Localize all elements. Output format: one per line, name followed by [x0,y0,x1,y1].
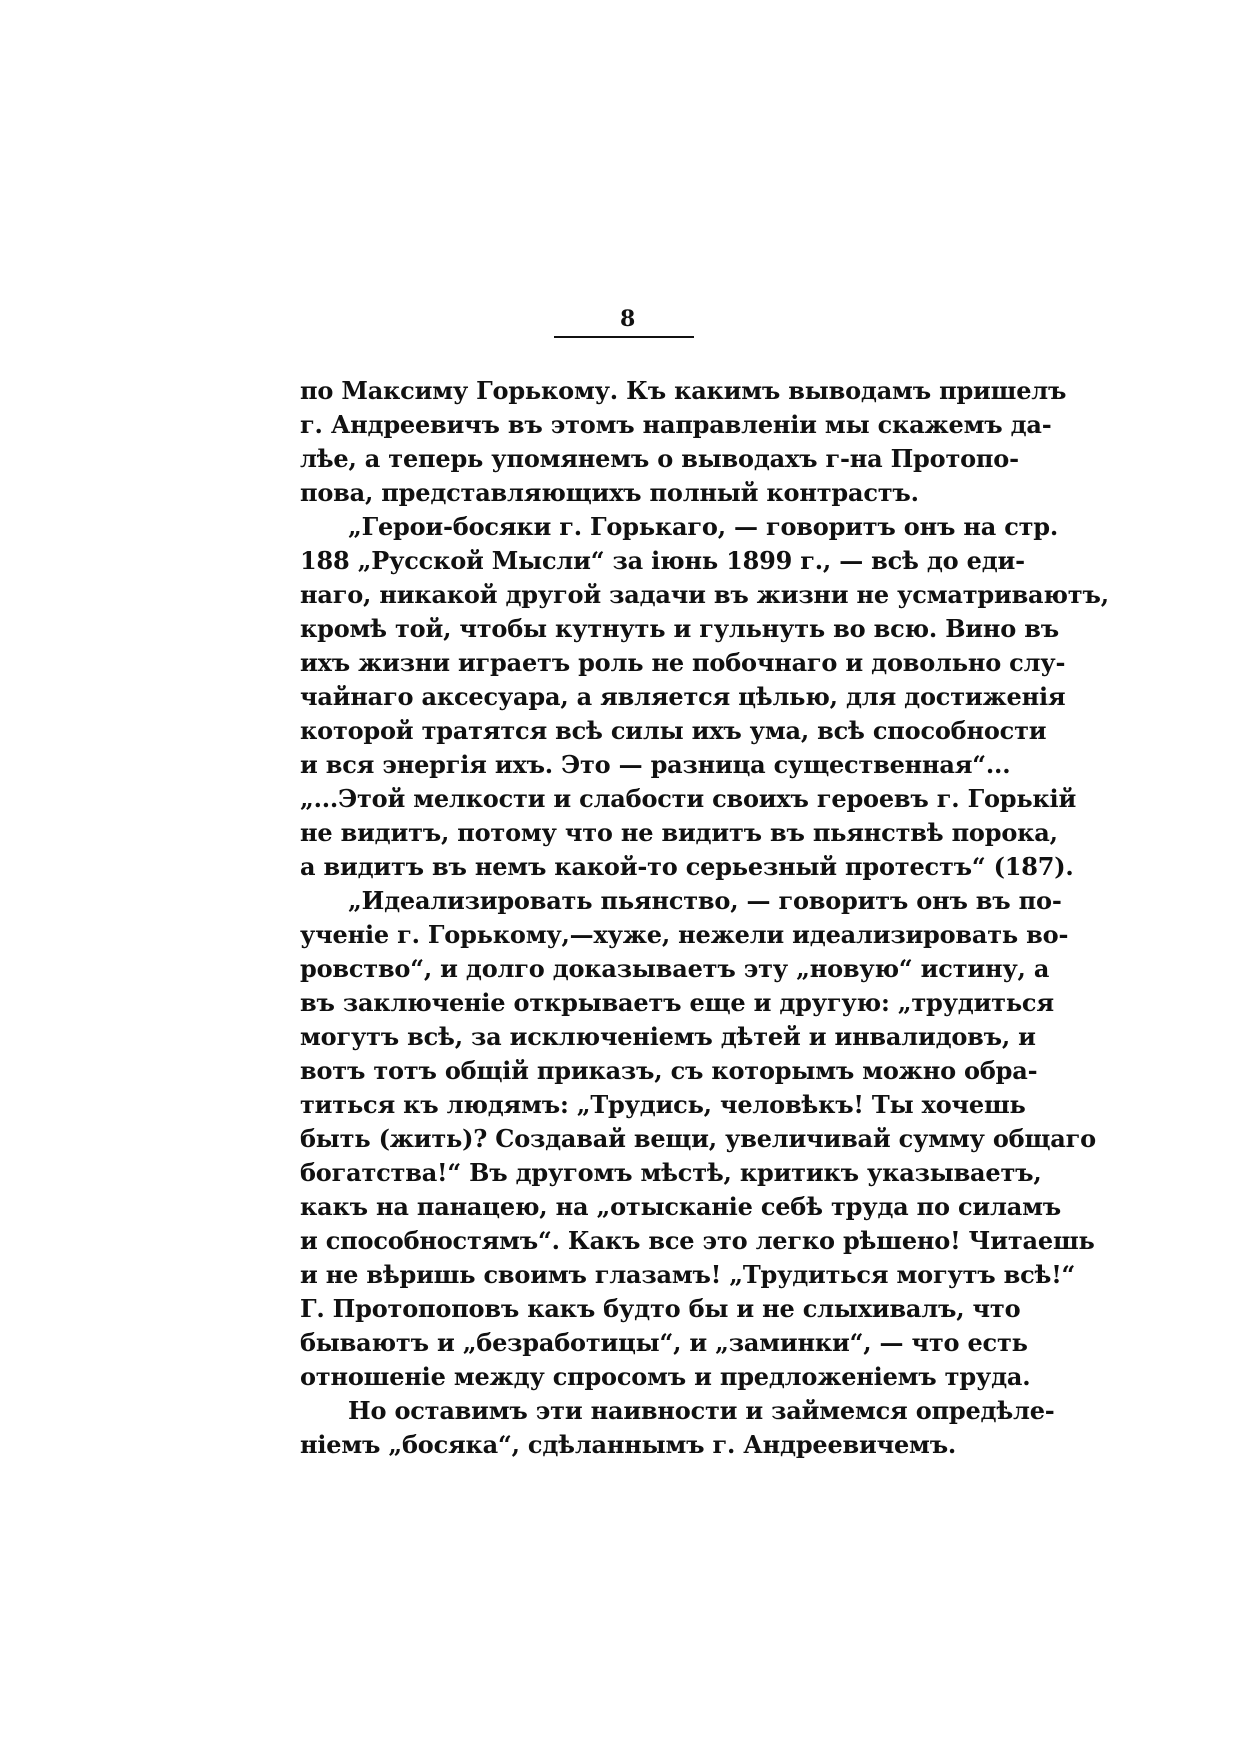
text-line: въ заключеніе открываетъ еще и другую: „трудиться [300,988,1054,1017]
text-line: богатства!“ Въ другомъ мѣстѣ, критикъ указываетъ, [300,1158,1042,1187]
text-line: ученіе г. Горькому,—хуже, нежели идеализировать во- [300,920,1069,949]
text-line: чайнаго аксесуара, а является цѣлью, для достиженія [300,682,1066,711]
text-line: лѣе, а теперь упомянемъ о выводахъ г-на Протопо- [300,444,1019,473]
text-line: „Идеализировать пьянство, — говоритъ онъ въ по- [348,886,1062,915]
text-line: а видитъ въ немъ какой-то серьезный протестъ“ (187). [300,852,1074,881]
text-line: по Максиму Горькому. Къ какимъ выводамъ пришелъ [300,376,1067,405]
text-line: которой тратятся всѣ силы ихъ ума, всѣ способности [300,716,1047,745]
text-line: вотъ тотъ общій приказъ, съ которымъ можно обра- [300,1056,1038,1085]
text-line: титься къ людямъ: „Трудись, человѣкъ! Ты хочешь [300,1090,1026,1119]
text-line: ніемъ „босяка“, сдѣланнымъ г. Андреевичемъ. [300,1430,957,1459]
text-line: могутъ всѣ, за исключеніемъ дѣтей и инвалидовъ, и [300,1022,1036,1051]
text-line: г. Андреевичъ въ этомъ направленіи мы скажемъ да- [300,410,1052,439]
page-number-rule [554,336,694,338]
text-line: „...Этой мелкости и слабости своихъ героевъ г. Горькій [300,784,1077,813]
text-line: и не вѣришь своимъ глазамъ! „Трудиться могутъ всѣ!“ [300,1260,1076,1289]
text-line: отношеніе между спросомъ и предложеніемъ труда. [300,1362,1031,1391]
page-number: 8 [620,306,636,332]
text-line: и вся энергія ихъ. Это — разница существенная“... [300,750,1011,779]
text-line: наго, никакой другой задачи въ жизни не усматриваютъ, [300,580,1109,609]
text-line: „Герои-босяки г. Горькаго, — говоритъ онъ на стр. [348,512,1059,541]
text-line: какъ на панацею, на „отысканіе себѣ труда по силамъ [300,1192,1061,1221]
text-line: пова, представляющихъ полный контрастъ. [300,478,919,507]
text-line: ровство“, и долго доказываетъ эту „новую“ истину, а [300,954,1050,983]
text-line: и способностямъ“. Какъ все это легко рѣшено! Читаешь [300,1226,1095,1255]
text-line: не видитъ, потому что не видитъ въ пьянствѣ порока, [300,818,1058,847]
text-line: бываютъ и „безработицы“, и „заминки“, — что есть [300,1328,1028,1357]
body-text [300,374,1109,1462]
text-line: кромѣ той, чтобы кутнуть и гульнуть во всю. Вино въ [300,614,1059,643]
text-line: ихъ жизни играетъ роль не побочнаго и довольно слу- [300,648,1066,677]
text-line: 188 „Русской Мысли“ за іюнь 1899 г., — всѣ до еди- [300,546,1025,575]
text-line: Но оставимъ эти наивности и займемся опредѣле- [348,1396,1055,1425]
text-line: Г. Протопоповъ какъ будто бы и не слыхивалъ, что [300,1294,1021,1323]
text-line: быть (жить)? Создавай вещи, увеличивай сумму общаго [300,1124,1096,1153]
